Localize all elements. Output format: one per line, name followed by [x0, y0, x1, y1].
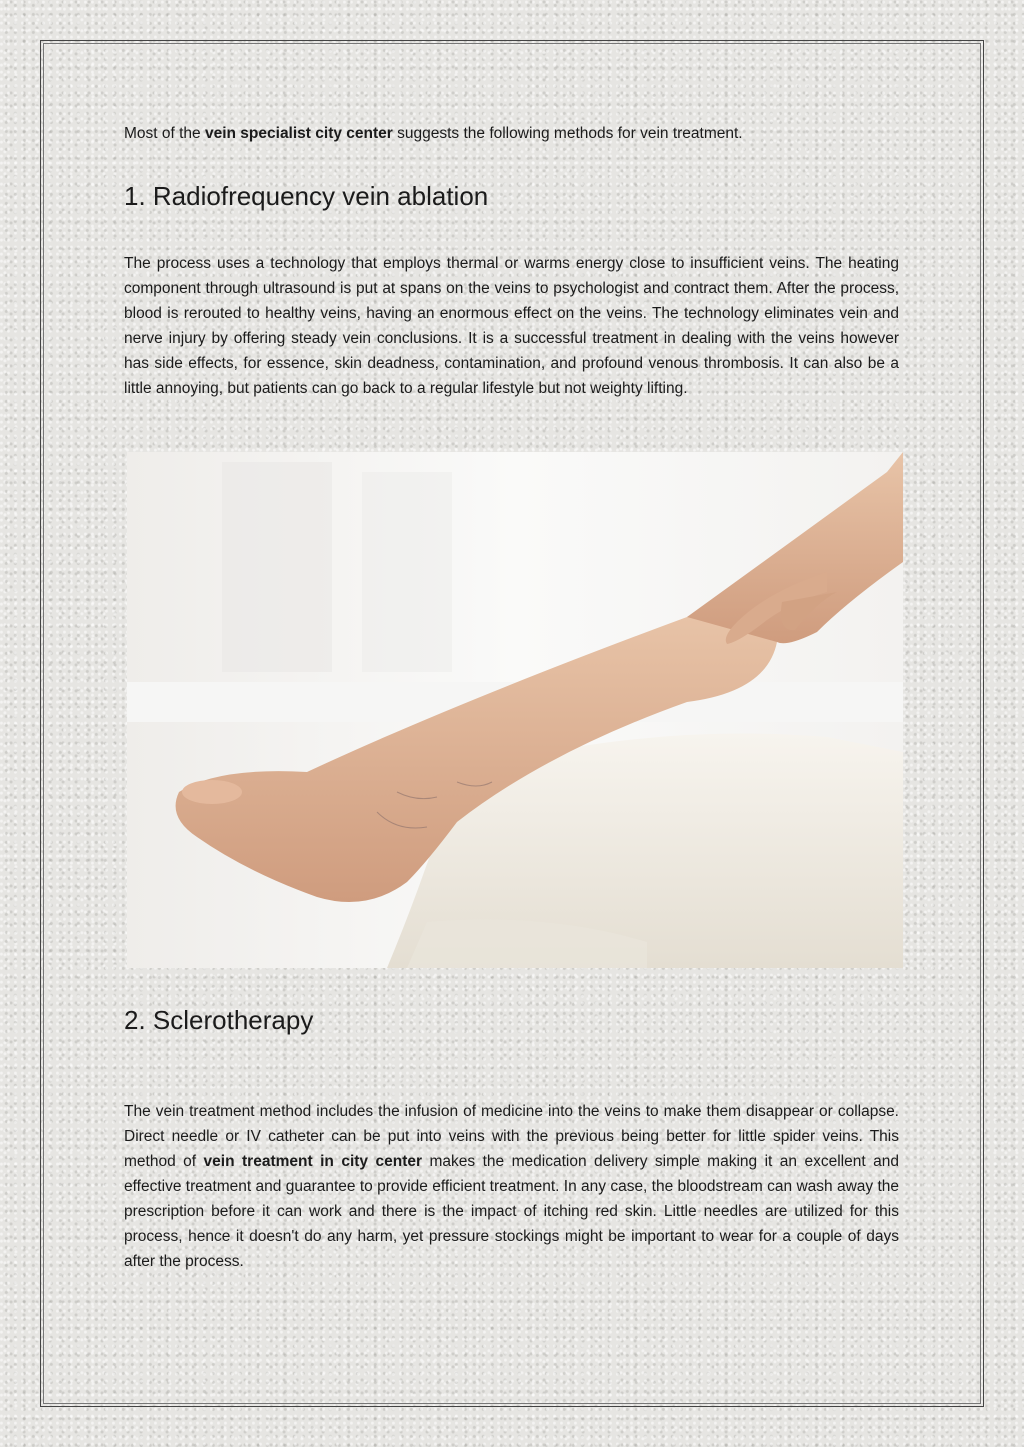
section-heading-sclerotherapy: 2. Sclerotherapy	[124, 1005, 314, 1035]
section-paragraph-sclerotherapy	[124, 1099, 899, 1274]
intro-prefix: Most of the	[124, 125, 205, 142]
leg-photo	[127, 452, 903, 968]
intro-line	[124, 123, 899, 145]
section-heading-radiofrequency: 1. Radiofrequency vein ablation	[124, 181, 489, 211]
section-paragraph-radiofrequency: The process uses a technology that employs thermal or warms energy close to insufficient veins. The heating component through ultrasound is put at spans on the veins to psychologist and contract them. After the process, blood is rerouted to healthy veins, having an enormous effect on the veins. The technology eliminates vein and nerve injury by offering steady vein conclusions. It is a successful treatment in dealing with the veins however has side effects, for essence, skin deadness, contamination, and profound venous thrombosis. It can also be a little annoying, but patients can go back to a regular lifestyle but not weighty lifting.	[124, 255, 899, 397]
intro-suffix: suggests the following methods for vein treatment.	[392, 125, 743, 142]
intro-keyword: vein specialist city center	[204, 125, 393, 142]
sclerotherapy-keyword: vein treatment in city center	[203, 1153, 423, 1170]
leg-photo-illustration	[127, 452, 903, 968]
sclerotherapy-text-part1: The vein treatment method includes the infusion of medicine into the veins to make them disappear or collapse. Direct needle or IV catheter can be put into veins with the previous being better for little spider veins. This method of	[124, 1103, 899, 1170]
sclerotherapy-text-part2: makes the medication delivery simple making it an excellent and effective treatment and guarantee to provide efficient treatment. In any case, the bloodstream can wash away the prescription before it can work and there is the impact of itching red skin. Little needles are utilized for this process, hence it doesn't do any harm, yet pressure stockings might be important to wear for a couple of days after the process.	[124, 1153, 899, 1270]
